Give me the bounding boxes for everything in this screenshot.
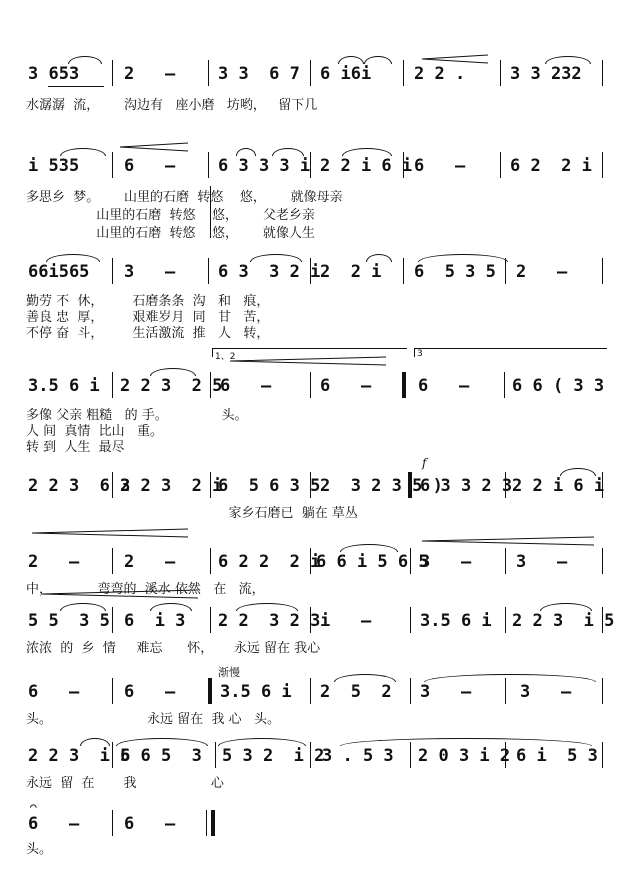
measure: 5 6 5 3 [120, 746, 202, 766]
lyrics: 转 到 人生 最尽 [26, 440, 125, 455]
barline [112, 678, 113, 704]
barline [206, 810, 207, 836]
measure: 6 6 i 5 6 5 [316, 552, 429, 572]
barline [410, 548, 411, 574]
dynamic-forte: f [422, 456, 427, 470]
measure: 2 2 3 2 5 [120, 376, 223, 396]
decrescendo-mark [40, 589, 200, 599]
barline [602, 607, 603, 633]
barline [505, 548, 506, 574]
measure: 2 2 3 i 6 [28, 746, 131, 766]
barline [500, 60, 501, 86]
measure: 2 – [124, 552, 176, 572]
barline [403, 152, 404, 178]
final-barline [211, 810, 215, 836]
barline [310, 607, 311, 633]
lyrics: 多像 父亲 粗糙 的 手。 头。 [26, 408, 248, 423]
barline [112, 152, 113, 178]
measure: 2 2 i 6 i [320, 156, 413, 176]
barline [602, 258, 603, 284]
barline [112, 258, 113, 284]
measure: 3 . 5 3 [322, 746, 394, 766]
barline [505, 607, 506, 633]
lyrics: 多思乡 梦。 山里的石磨 转悠 悠， 就像母亲 [26, 190, 343, 205]
measure: 6 2 2 2 i [218, 552, 321, 572]
measure: 6 3 3 3 i [218, 156, 311, 176]
barline [602, 472, 603, 498]
decrescendo-mark [420, 536, 596, 546]
barline [112, 60, 113, 86]
measure: 2 2 i 6 i [512, 476, 605, 496]
lyrics: 永远 留 在 我 心 [26, 776, 224, 791]
lyrics: 家乡石磨已 躺在 草丛 [26, 506, 358, 521]
measure: 2 – [124, 64, 176, 84]
measure: 6 i6i [320, 64, 372, 84]
measure: i 535 [28, 156, 80, 176]
barline [602, 742, 603, 768]
barline [310, 60, 311, 86]
fermata-icon: ⌒ [30, 800, 37, 813]
measure: 3.5 6 i [420, 611, 492, 631]
barline [403, 60, 404, 86]
measure: 6 – [124, 156, 176, 176]
measure: 3 – [420, 682, 472, 702]
barline [210, 372, 211, 398]
lyrics: 中， 弯弯的 溪水 依然 在 流， [26, 582, 265, 597]
barline [410, 678, 411, 704]
barline [112, 607, 113, 633]
measure: 3 – [516, 552, 568, 572]
lyrics: 头。 [26, 842, 53, 857]
measure: 5 3 2 i 2 [222, 746, 325, 766]
barline [500, 152, 501, 178]
lyrics: 浓浓 的 乡 情 难忘 怀， 永远 留在 我心 [26, 641, 321, 656]
decrescendo-mark [30, 528, 190, 538]
measure: 2 3 2 3 5 ) [320, 476, 443, 496]
repeat-barline [208, 678, 212, 704]
ritardando-marking: 渐慢 [218, 666, 240, 679]
lyrics: 善良 忠 厚， 艰难岁月 同 甘 苦， [26, 310, 270, 325]
barline [112, 372, 113, 398]
barline [410, 607, 411, 633]
decrescendo-mark [228, 356, 388, 366]
lyrics: 人 间 真情 比山 重。 [26, 424, 164, 439]
barline [310, 742, 311, 768]
repeat-barline [408, 472, 412, 498]
measure: 6 3 3 2 i [218, 262, 321, 282]
barline [602, 678, 603, 704]
measure: 6 – [124, 814, 176, 834]
measure: 3 – [420, 552, 472, 572]
repeat-barline [402, 372, 406, 398]
measure: 6 – [28, 814, 80, 834]
measure: 6 – [124, 682, 176, 702]
barline [210, 548, 211, 574]
measure: 2 2 i [320, 262, 382, 282]
measure: 3 3 232 [510, 64, 582, 84]
decrescendo-mark [118, 142, 190, 152]
measure: 5 5 3 5 [28, 611, 110, 631]
barline [112, 810, 113, 836]
measure: 6 2 2 i [510, 156, 592, 176]
barline [112, 472, 113, 498]
measure: 2 0 3 i 2 [418, 746, 511, 766]
measure: 3 653 [28, 64, 80, 84]
measure: 3 – [124, 262, 176, 282]
measure: 3 3 6 7 [218, 64, 300, 84]
measure: 6 – [28, 682, 80, 702]
barline [310, 548, 311, 574]
barline [310, 152, 311, 178]
measure: 6 5 3 5 [414, 262, 496, 282]
measure: 6 6 ( 3 3 [512, 376, 605, 396]
barline [504, 372, 505, 398]
barline [112, 548, 113, 574]
barline [310, 258, 311, 284]
measure: 3.5 6 i [220, 682, 292, 702]
lyrics: 水潺潺 流， 沟边有 座小磨 坊哟， 留下几 [26, 98, 318, 113]
barline [505, 472, 506, 498]
measure: 3.5 6 i [28, 376, 100, 396]
lyrics: 山里的石磨 转悠 悠， 父老乡亲 [26, 208, 315, 223]
barline [310, 372, 311, 398]
barline [310, 678, 311, 704]
lyrics: 头。 永远 留在 我 心 头。 [26, 712, 280, 727]
measure: 6 – [320, 376, 372, 396]
measure: 6 – [220, 376, 272, 396]
measure: 2 2 3 2 i [120, 476, 223, 496]
measure: 6 3 3 2 3 [420, 476, 513, 496]
volta-second-ending: 3 [414, 348, 607, 357]
barline [112, 742, 113, 768]
barline [210, 607, 211, 633]
barline [215, 742, 216, 768]
barline [210, 472, 211, 498]
lyrics: 不停 奋 斗， 生活激流 推 人 转， [26, 326, 270, 341]
measure: 2 2 . [414, 64, 466, 84]
measure: 2 – [516, 262, 568, 282]
barline [602, 548, 603, 574]
barline [403, 258, 404, 284]
measure: 6 i 5 3 [516, 746, 598, 766]
measure: 6 i 3 [124, 611, 186, 631]
measure: i – [320, 611, 372, 631]
measure: 2 5 2 [320, 682, 392, 702]
measure: 6 – [414, 156, 466, 176]
barline [602, 152, 603, 178]
barline [208, 258, 209, 284]
measure: 6 – [418, 376, 470, 396]
measure: 2 2 3 i 5 [512, 611, 615, 631]
measure: 2 2 3 2 3 [218, 611, 321, 631]
volta-first-ending: 1、2 [212, 348, 407, 357]
measure: 3 – [520, 682, 572, 702]
measure: 2 2 3 6 3 [28, 476, 131, 496]
barline [208, 152, 209, 178]
barline [310, 472, 311, 498]
lyrics: 勤劳 不 休， 石磨条条 沟 和 痕， [26, 294, 270, 309]
lyrics: 山里的石磨 转悠 悠， 就像人生 [26, 226, 315, 241]
barline [208, 60, 209, 86]
decrescendo-mark [420, 54, 490, 64]
measure: 6 5 6 3 5 [218, 476, 321, 496]
barline [602, 60, 603, 86]
measure: 66i565 [28, 262, 90, 282]
measure: 2 – [28, 552, 80, 572]
